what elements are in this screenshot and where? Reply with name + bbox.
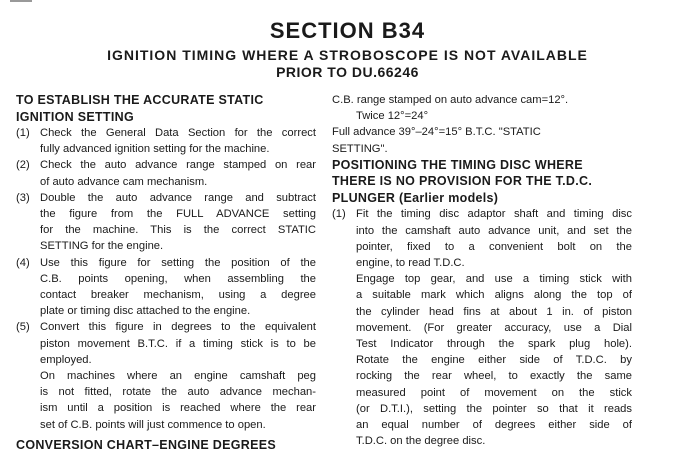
step-line: for the machine. This is the correct STATIC <box>40 224 316 237</box>
step-line: plate or timing disc attached to the engine. <box>40 305 251 318</box>
note-line: set of C.B. points will just commence to open. <box>40 418 266 431</box>
step-number: (5) <box>16 321 30 334</box>
note-line: is not fitted, rotate the auto advance mechan- <box>40 386 316 399</box>
left-heading-line1: TO ESTABLISH THE ACCURATE STATIC <box>16 93 264 107</box>
step-line: of auto advance cam mechanism. <box>40 175 208 188</box>
step-line: the figure from the FULL ADVANCE setting <box>40 208 316 221</box>
disc-step-1 <box>332 206 632 271</box>
step-2 <box>16 157 316 189</box>
step-number: (1) <box>332 208 346 221</box>
section-title: SECTION B34 <box>269 18 426 43</box>
example-line: C.B. range stamped on auto advance cam=12°. <box>332 94 569 106</box>
left-heading-line2: IGNITION SETTING <box>16 109 134 124</box>
step-line: Convert this figure in degrees to the equivalent <box>40 321 316 334</box>
note-line: ism until a position is reached where the rear <box>40 402 316 415</box>
note-line: an equal number of degrees either side of <box>356 418 632 431</box>
step-4 <box>16 255 316 320</box>
step-number: (4) <box>16 256 30 269</box>
step-number: (1) <box>16 127 30 139</box>
step-5 <box>16 319 316 368</box>
note-line: Engage top gear, and use a timing stick with <box>356 273 632 286</box>
example-line: Twice 12°=24° <box>356 110 429 123</box>
right-heading <box>332 157 632 207</box>
step-line: employed. <box>40 353 92 366</box>
step-line: Check the General Data Section for the correct <box>40 127 316 139</box>
step-line: SETTING for the engine. <box>40 240 164 253</box>
conversion-chart-heading: CONVERSION CHART–ENGINE DEGREES <box>16 438 277 452</box>
note-line: On machines where an engine camshaft peg <box>40 370 316 383</box>
step-line: contact breaker mechanism, using a degree <box>40 289 316 302</box>
right-heading-line2: THERE IS NO PROVISION FOR THE T.D.C. <box>332 174 593 189</box>
step-number: (2) <box>16 159 30 172</box>
step-1 <box>16 125 316 157</box>
page-corner-mark <box>10 0 32 2</box>
note-line: Rotate the engine either side of T.D.C. by <box>356 354 632 367</box>
step-line: Check the auto advance range stamped on rear <box>40 159 316 172</box>
left-column <box>16 92 316 433</box>
step-line: Fit the timing disc adaptor shaft and timing disc <box>356 208 632 221</box>
step-line: into the camshaft auto advance unit, and set the <box>356 224 632 237</box>
note-line: Test Indicator through the spark plug hole). <box>356 337 632 350</box>
step-line: piston movement B.T.C. if a timing stick is to be <box>40 337 316 350</box>
example-line: SETTING". <box>332 142 388 155</box>
step-line: Use this figure for setting the position of the <box>40 256 316 269</box>
note-line: measured point of movement on the stick <box>356 386 632 399</box>
right-column <box>332 92 632 449</box>
step-number: (3) <box>16 191 30 204</box>
step-line: engine, to read T.D.C. <box>356 256 465 269</box>
example-line: Full advance 39°–24°=15° B.T.C. "STATIC <box>332 126 541 139</box>
note-line: (or D.T.I.), setting the pointer so that it reads <box>356 402 632 415</box>
right-heading-line3: PLUNGER (Earlier models) <box>332 190 499 205</box>
note-line: a suitable mark which aligns along the top of <box>356 289 632 302</box>
example-calculation <box>332 92 632 157</box>
step-line: C.B. points opening, when assembling the <box>40 272 316 285</box>
section-subtitle-line1: IGNITION TIMING WHERE A STROBOSCOPE IS NOT AVAILABLE <box>107 47 588 63</box>
right-heading-line1: POSITIONING THE TIMING DISC WHERE <box>332 157 583 172</box>
step-line: pointer, fixed to a convenient bolt on the <box>356 240 632 253</box>
left-heading <box>16 92 316 125</box>
step-5-note <box>16 368 316 433</box>
note-line: the cylinder head fins at about 1 in. of piston <box>356 305 632 318</box>
note-line: T.D.C. on the degree disc. <box>356 435 486 448</box>
step-line: Double the auto advance range and subtract <box>40 191 316 204</box>
section-subtitle-line2: PRIOR TO DU.66246 <box>276 64 419 80</box>
note-line: movement. (For greater accuracy, use a Dial <box>356 321 632 334</box>
step-3 <box>16 190 316 255</box>
note-line: rocking the rear wheel, to exactly the same <box>356 370 632 383</box>
disc-step-1-note <box>332 271 632 449</box>
step-line: fully advanced ignition setting for the machine. <box>40 143 270 156</box>
